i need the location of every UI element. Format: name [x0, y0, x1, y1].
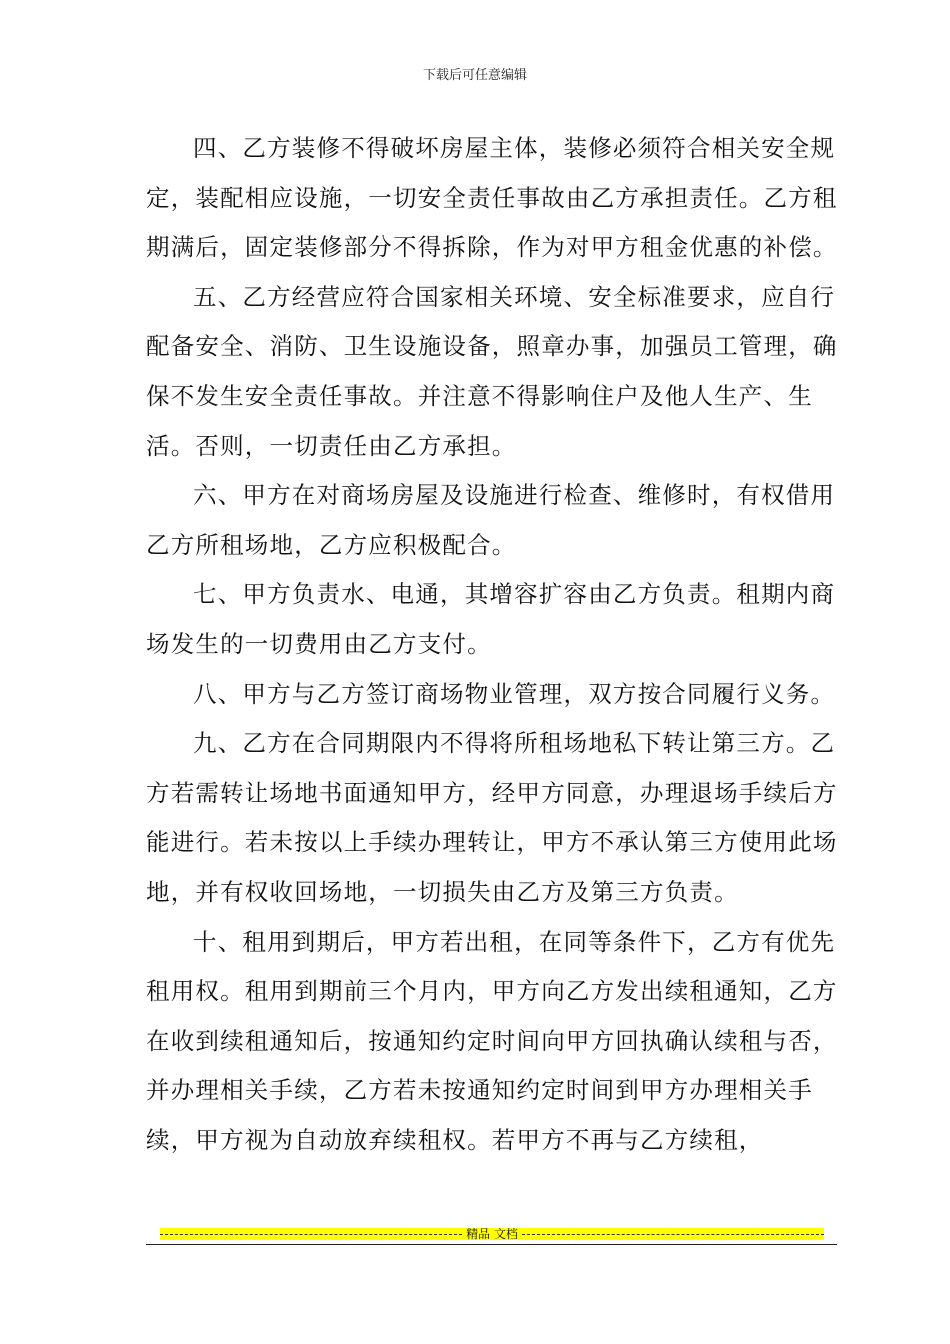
clause-8: 八、甲方与乙方签订商场物业管理，双方按合同履行义务。 [193, 679, 836, 708]
footer-dash-left [160, 1234, 462, 1235]
footer-label: 精品 文档 [466, 1227, 518, 1241]
clause-6: 六、甲方在对商场房屋及设施进行检查、维修时，有权借用乙方所租场地，乙方应积极配合。 [146, 481, 836, 559]
clause-10: 十、租用到期后，甲方若出租，在同等条件下，乙方有优先租用权。租用到期前三个月内，甲方向乙方发出续租通知，乙方在收到续租通知后，按通知约定时间向甲方回执确认续租与否，并办理相关手续，乙方若未按通知约定时间到甲方办理相关手续，甲方视为自动放弃续租权。若甲方不再与乙方续租， [146, 927, 838, 1154]
footer-watermark [160, 1227, 824, 1241]
clause-7: 七、甲方负责水、电通，其增容扩容由乙方负责。租期内商场发生的一切费用由乙方支付。 [146, 580, 836, 658]
clause-5: 五、乙方经营应符合国家相关环境、安全标准要求，应自行配备安全、消防、卫生设施设备，照章办事，加强员工管理，确保不发生安全责任事故。并注意不得影响住户及他人生产、生活。否则，一切责任由乙方承担。 [146, 282, 838, 460]
footer-divider [146, 1244, 837, 1245]
document-body [146, 124, 846, 1165]
footer-dash-right [522, 1234, 824, 1235]
clause-4: 四、乙方装修不得破坏房屋主体，装修必须符合相关安全规定，装配相应设施，一切安全责任事故由乙方承担责任。乙方租期满后，固定装修部分不得拆除，作为对甲方租金优惠的补偿。 [146, 134, 838, 262]
clause-9: 九、乙方在合同期限内不得将所租场地私下转让第三方。乙方若需转让场地书面通知甲方，经甲方同意，办理退场手续后方能进行。若未按以上手续办理转让，甲方不承认第三方使用此场地，并有权收回场地，一切损失由乙方及第三方负责。 [146, 729, 838, 906]
page-header: 下载后可任意编辑 [422, 68, 527, 83]
